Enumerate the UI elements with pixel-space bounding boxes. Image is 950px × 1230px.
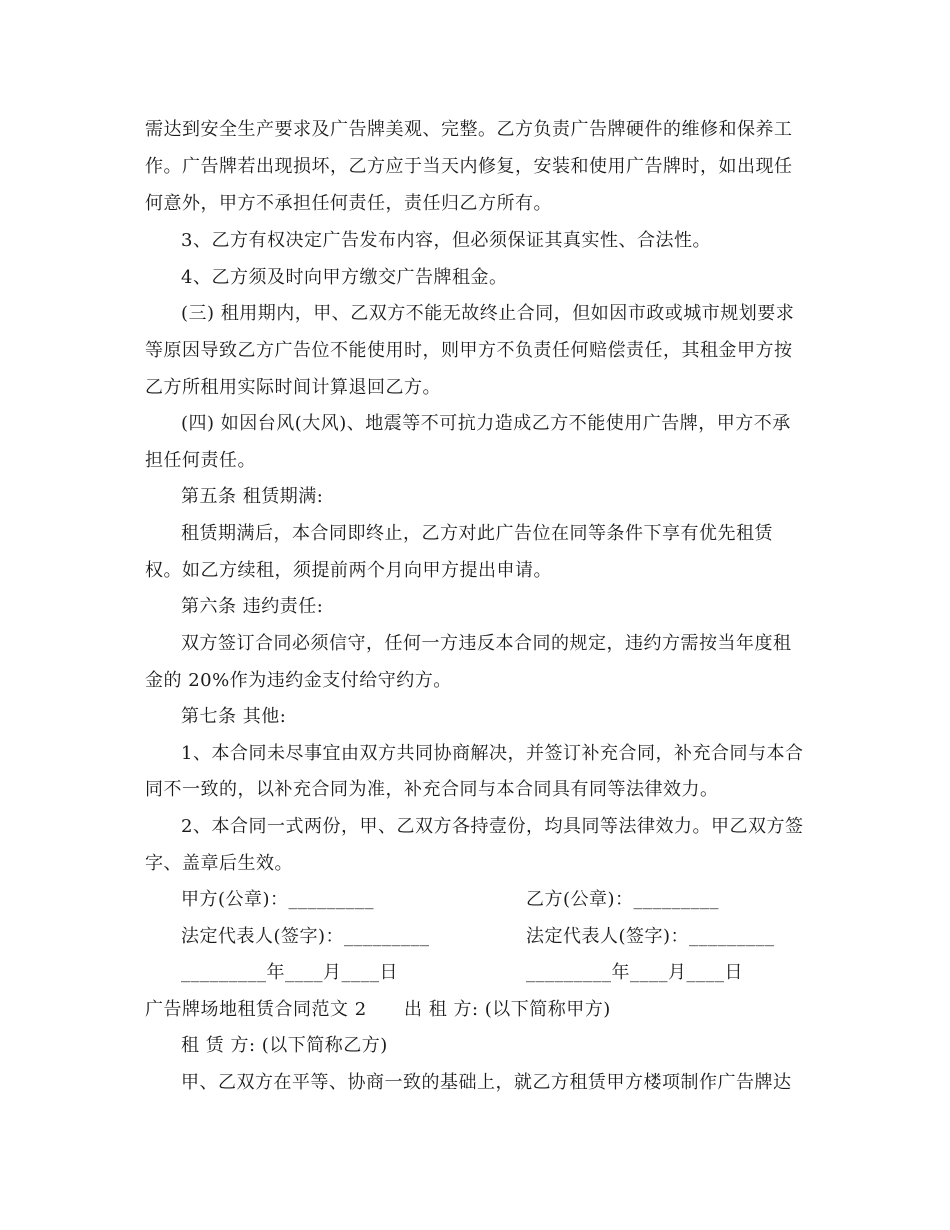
party-a-date-field: _________年____月____日 [181,962,398,983]
body-line: 作。广告牌若出现损坏，乙方应于当天内修复，安装和使用广告牌时，如出现任 [145,156,793,177]
body-line: 需达到安全生产要求及广告牌美观、完整。乙方负责广告牌硬件的维修和保养工 [145,119,793,140]
article-heading: 第六条 违约责任: [181,596,324,617]
party-b-date-field: _________年____月____日 [526,962,743,983]
party-b-seal-field: 乙方(公章)：_________ [526,889,720,910]
body-line: 等原因导致乙方广告位不能使用时，则甲方不负责任何赔偿责任，其租金甲方按 [145,340,793,361]
clause-item: 3、乙方有权决定广告发布内容，但必须保证其真实性、合法性。 [181,230,711,251]
party-a-seal-field: 甲方(公章)：_________ [181,889,375,910]
body-line: 双方签订合同必须信守，任何一方违反本合同的规定，违约方需按当年度租 [181,633,792,654]
party-a-representative-field: 法定代表人(签字)：_________ [181,926,430,947]
body-line: 租赁期满后，本合同即终止，乙方对此广告位在同等条件下享有优先租赁 [181,523,773,544]
body-line: 权。如乙方续租，须提前两个月向甲方提出申请。 [145,560,552,581]
lessee-line: 租 赁 方: (以下简称乙方) [181,1035,388,1056]
body-line: 甲、乙双方在平等、协商一致的基础上，就乙方租赁甲方楼项制作广告牌达 [181,1072,792,1093]
article-heading: 第五条 租赁期满: [181,486,324,507]
body-line: 何意外，甲方不承担任何责任，责任归乙方所有。 [145,193,552,214]
body-line: 字、盖章后生效。 [145,853,293,874]
body-line: 担任何责任。 [145,450,256,471]
clause-item: 4、乙方须及时向甲方缴交广告牌租金。 [181,267,508,288]
clause-item: (三) 租用期内，甲、乙双方不能无故终止合同，但如因市政或城市规划要求 [181,303,795,324]
body-line: 乙方所租用实际时间计算退回乙方。 [145,377,441,398]
body-line: 同不一致的，以补充合同为准，补充合同与本合同具有同等法律效力。 [145,779,719,800]
second-contract-title: 广告牌场地租赁合同范文 2 出 租 方: (以下简称甲方) [145,999,611,1020]
clause-item: 2、本合同一式两份，甲、乙双方各持壹份，均具同等法律效力。甲乙双方签 [181,816,804,837]
party-b-representative-field: 法定代表人(签字)：_________ [526,926,775,947]
body-line: 金的 20%作为违约金支付给守约方。 [145,670,452,691]
clause-item: 1、本合同未尽事宜由双方共同协商解决，并签订补充合同，补充合同与本合 [181,743,804,764]
clause-item: (四) 如因台风(大风)、地震等不可抗力造成乙方不能使用广告牌，甲方不承 [181,413,791,434]
article-heading: 第七条 其他: [181,706,287,727]
